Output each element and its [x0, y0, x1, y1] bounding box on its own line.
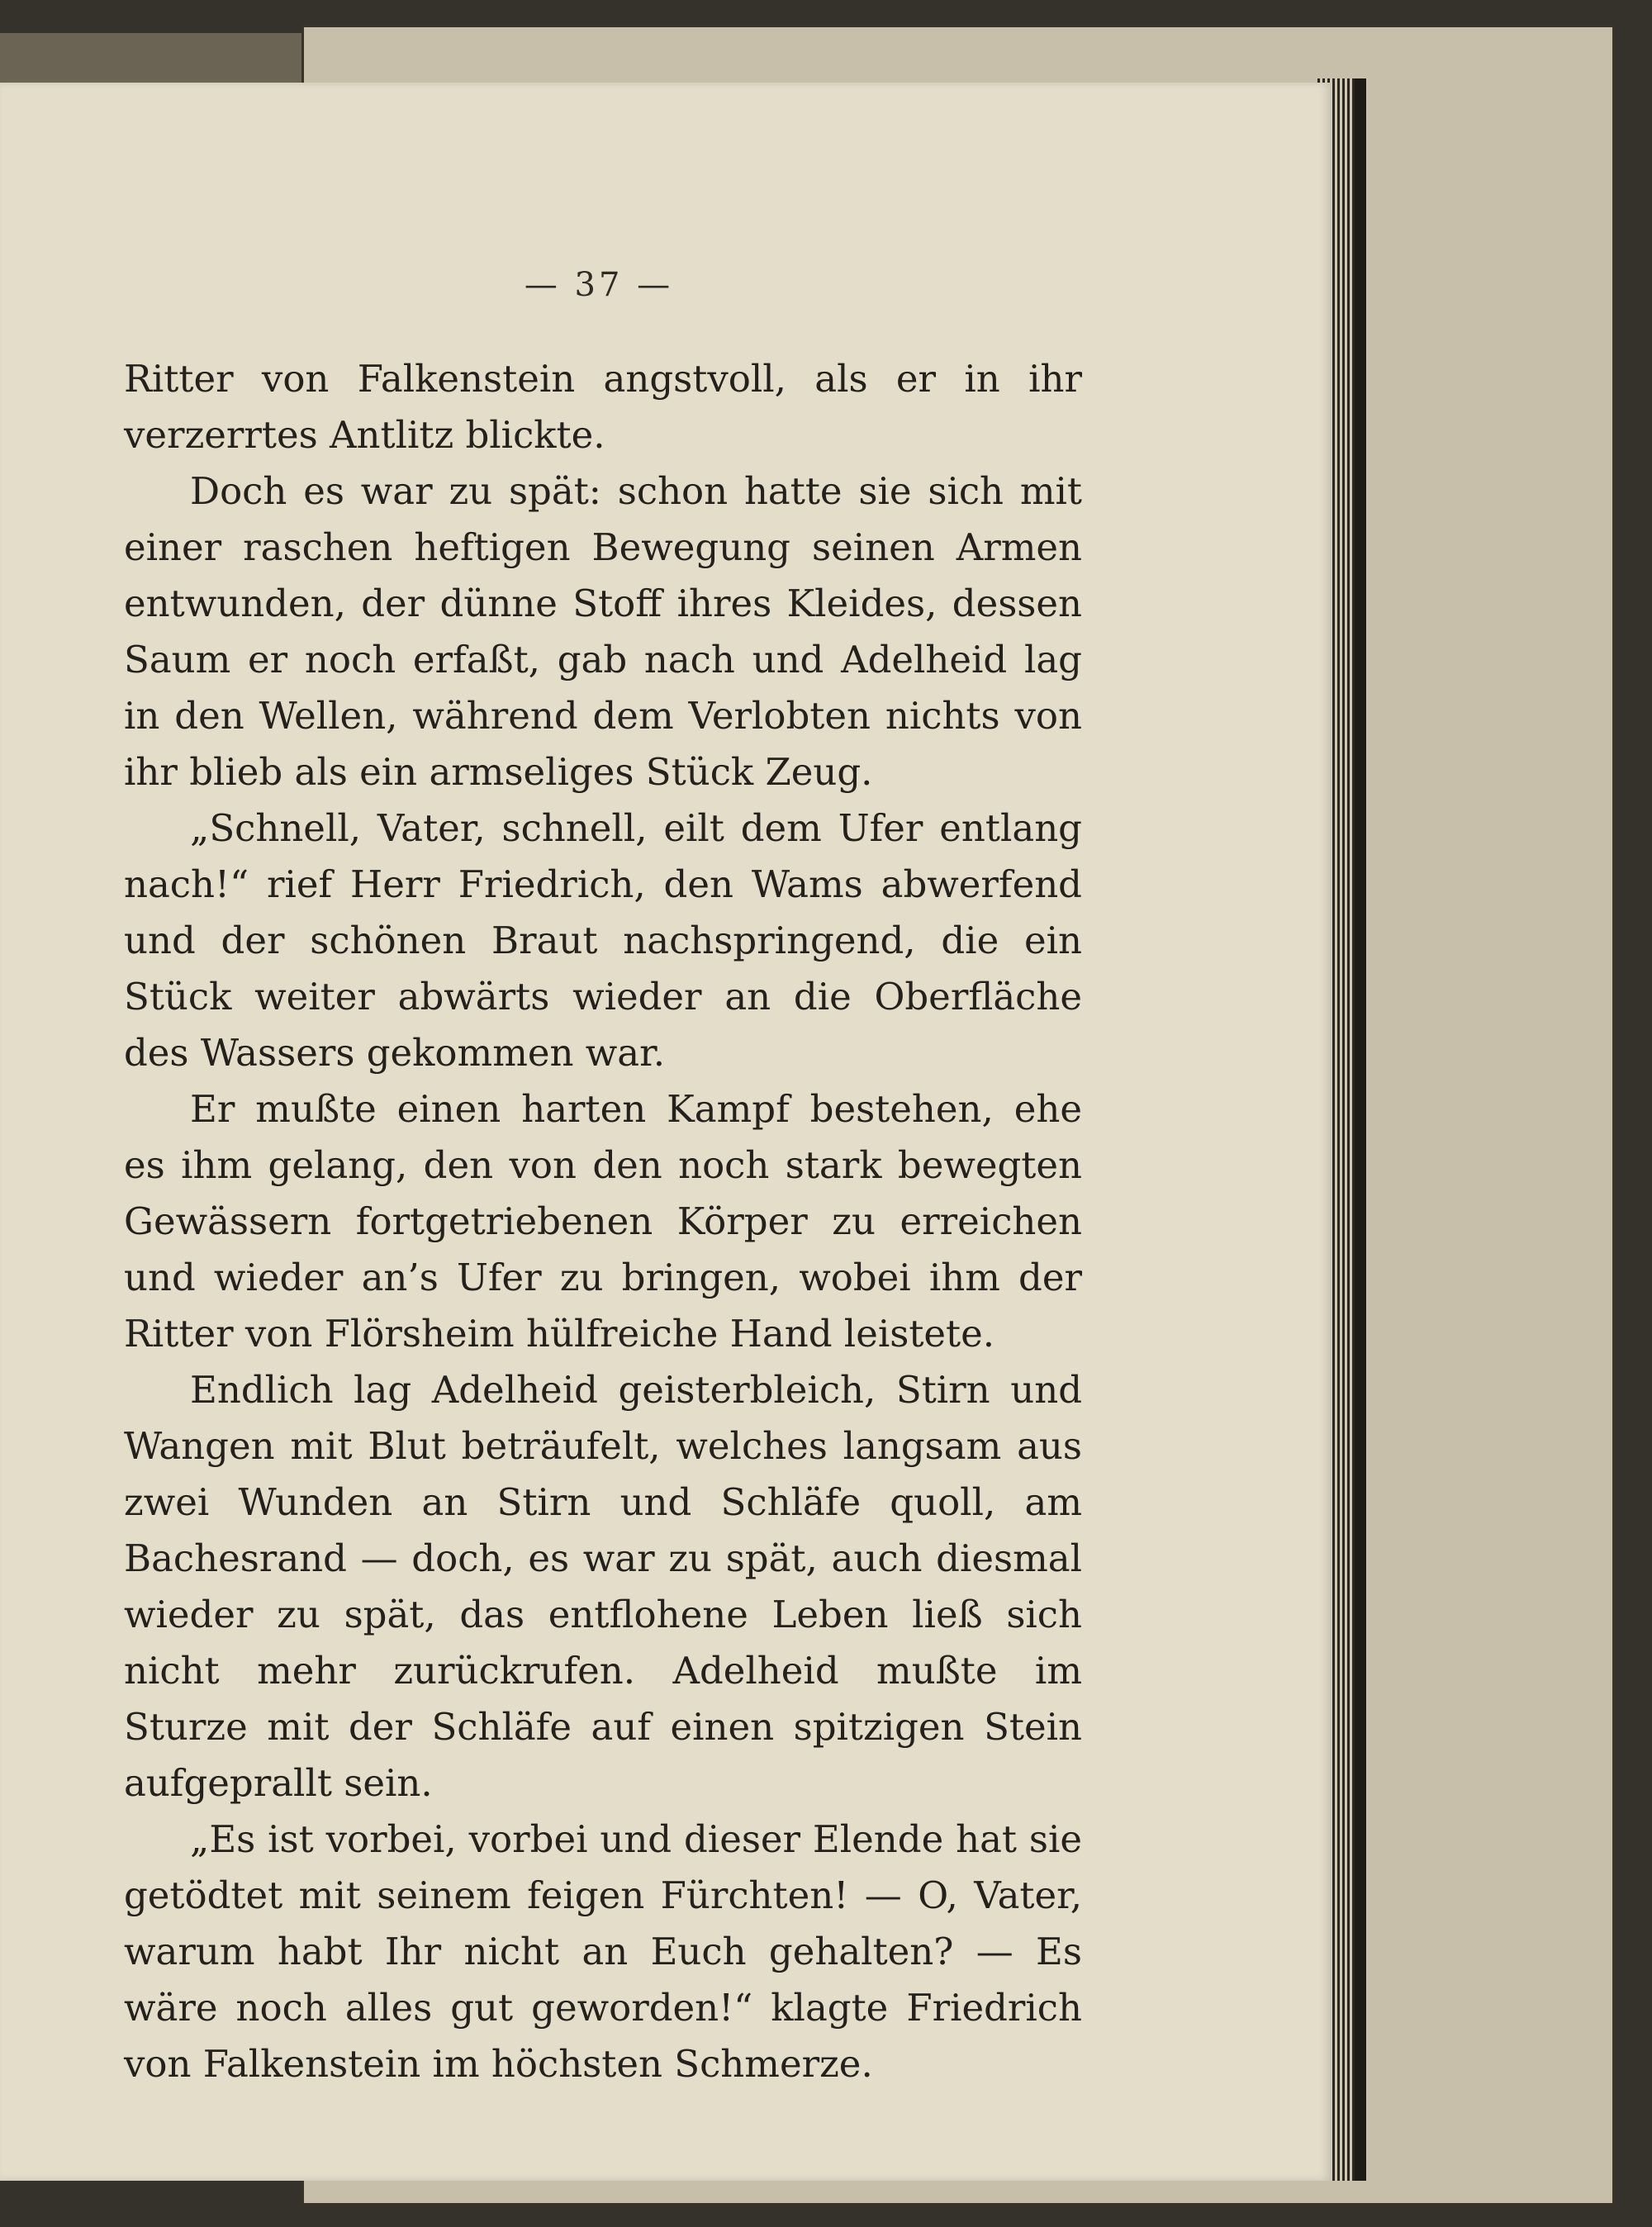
body-text: [124, 351, 1082, 2092]
paragraph-3: „Schnell, Vater, schnell, eilt dem Ufer entlang nach!“ rief Herr Friedrich, den Wams abwerfend und der schönen Braut nachspringend, die ein Stück weiter abwärts wieder an die Oberfläche des Wassers gekommen war.: [124, 806, 1082, 1075]
paragraph-4: Er mußte einen harten Kampf bestehen, ehe es ihm gelang, den von den noch stark bewegten Gewässern fortgetriebenen Körper zu erreichen und wieder an’s Ufer zu bringen, wobei ihm der Ritter von Flörsheim hülfreiche Hand leistete.: [124, 1087, 1082, 1356]
paragraph-1: Ritter von Falkenstein angstvoll, als er in ihr verzerrtes Antlitz blickte.: [124, 357, 1082, 457]
paragraph-6: „Es ist vorbei, vorbei und dieser Elende hat sie getödtet mit seinem feigen Fürchten! — O, Vater, warum habt Ihr nicht an Euch gehalten? — Es wäre noch alles gut geworden!“ klagte Friedrich von Falkenstein im höchsten Schmerze.: [124, 1817, 1082, 2086]
paragraph-5: Endlich lag Adelheid geisterbleich, Stirn und Wangen mit Blut beträufelt, welches langsam aus zwei Wunden an Stirn und Schläfe quoll, am Bachesrand — doch, es war zu spät, auch diesmal wieder zu spät, das entflohene Leben ließ sich nicht mehr zurückrufen. Adelheid mußte im Sturze mit der Schläfe auf einen spitzigen Stein aufgeprallt sein.: [124, 1368, 1082, 1805]
page-number: — 37 —: [524, 266, 674, 304]
book-page: [0, 83, 1332, 2181]
paragraph-2: Doch es war zu spät: schon hatte sie sich mit einer raschen heftigen Bewegung seinen Armen entwunden, der dünne Stoff ihres Kleides, dessen Saum er noch erfaßt, gab nach und Adelheid lag in den Wellen, während dem Verlobten nichts von ihr blieb als ein armseliges Stück Zeug.: [124, 469, 1082, 794]
cover-edge: [0, 33, 306, 83]
page-shadow: [1355, 78, 1366, 2181]
